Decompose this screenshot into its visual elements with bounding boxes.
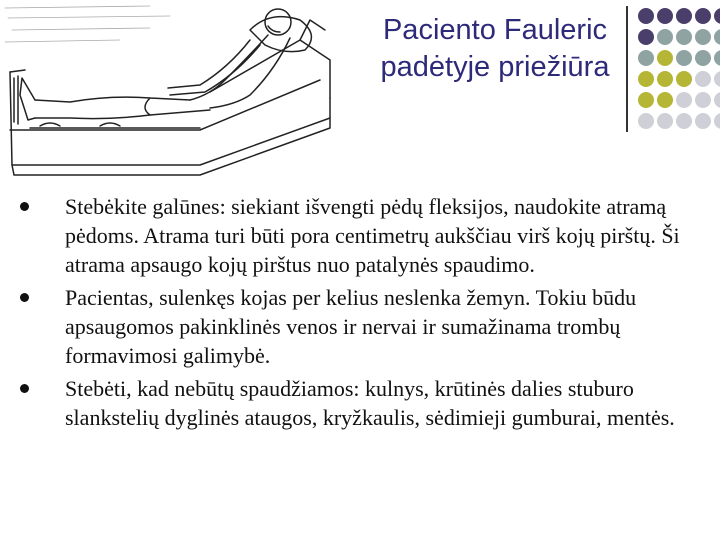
- decorative-dot: [638, 8, 654, 24]
- decorative-dot: [657, 71, 673, 87]
- bullet-dot-icon: [20, 202, 29, 211]
- decorative-dot: [714, 92, 720, 108]
- title-line-1: Paciento Fauleric: [382, 14, 608, 46]
- bullet-list: [20, 192, 700, 436]
- decorative-dot: [676, 71, 692, 87]
- bullet-text: Pacientas, sulenkęs kojas per kelius neslenka žemyn. Tokiu būdu apsaugomos pakinklinės venos ir nervai ir sumažinama trombų formavimosi galimybė.: [65, 285, 637, 368]
- decorative-dot: [638, 92, 654, 108]
- decorative-dot: [676, 92, 692, 108]
- bullet-item: [20, 283, 700, 370]
- decorative-dot: [676, 50, 692, 66]
- decorative-dot: [695, 29, 711, 45]
- decorative-dot: [638, 29, 654, 45]
- decorative-dot: [657, 50, 673, 66]
- decorative-dot: [714, 29, 720, 45]
- title-line-2: padėtyje priežiūra: [380, 51, 610, 83]
- decorative-dot: [676, 113, 692, 129]
- bullet-text: Stebėti, kad nebūtų spaudžiamos: kulnys, krūtinės dalies stuburo slankstelių dyglinės ataugos, kryžkaulis, sėdimieji gumburai, mentės.: [65, 376, 675, 430]
- decorative-dot: [657, 8, 673, 24]
- decorative-dot: [676, 8, 692, 24]
- decorative-dot: [695, 71, 711, 87]
- decorative-dot: [676, 29, 692, 45]
- decorative-dot-grid: [596, 4, 720, 144]
- decorative-dot: [657, 29, 673, 45]
- decorative-dot: [714, 113, 720, 129]
- bullet-item: [20, 374, 700, 432]
- bullet-item: [20, 192, 700, 279]
- bullet-dot-icon: [20, 293, 29, 302]
- decorative-dot: [695, 50, 711, 66]
- decorative-dot: [638, 50, 654, 66]
- decorative-dot: [638, 71, 654, 87]
- decorative-dot: [657, 92, 673, 108]
- decorative-dot: [657, 113, 673, 129]
- decorative-dot: [714, 71, 720, 87]
- decorative-dot: [638, 113, 654, 129]
- bullet-dot-icon: [20, 384, 29, 393]
- bullet-text: Stebėkite galūnes: siekiant išvengti pėdų fleksijos, naudokite atramą pėdoms. Atrama turi būti pora centimetrų aukščiau virš kojų pirštų. Ši atrama apsaugo kojų pirštus nuo patalynės spaudimo.: [65, 194, 680, 277]
- decorative-dot: [695, 113, 711, 129]
- decorative-dot: [695, 8, 711, 24]
- patient-illustration: [0, 0, 340, 178]
- decorative-dot: [714, 50, 720, 66]
- decorative-dot: [695, 92, 711, 108]
- decorative-dot: [714, 8, 720, 24]
